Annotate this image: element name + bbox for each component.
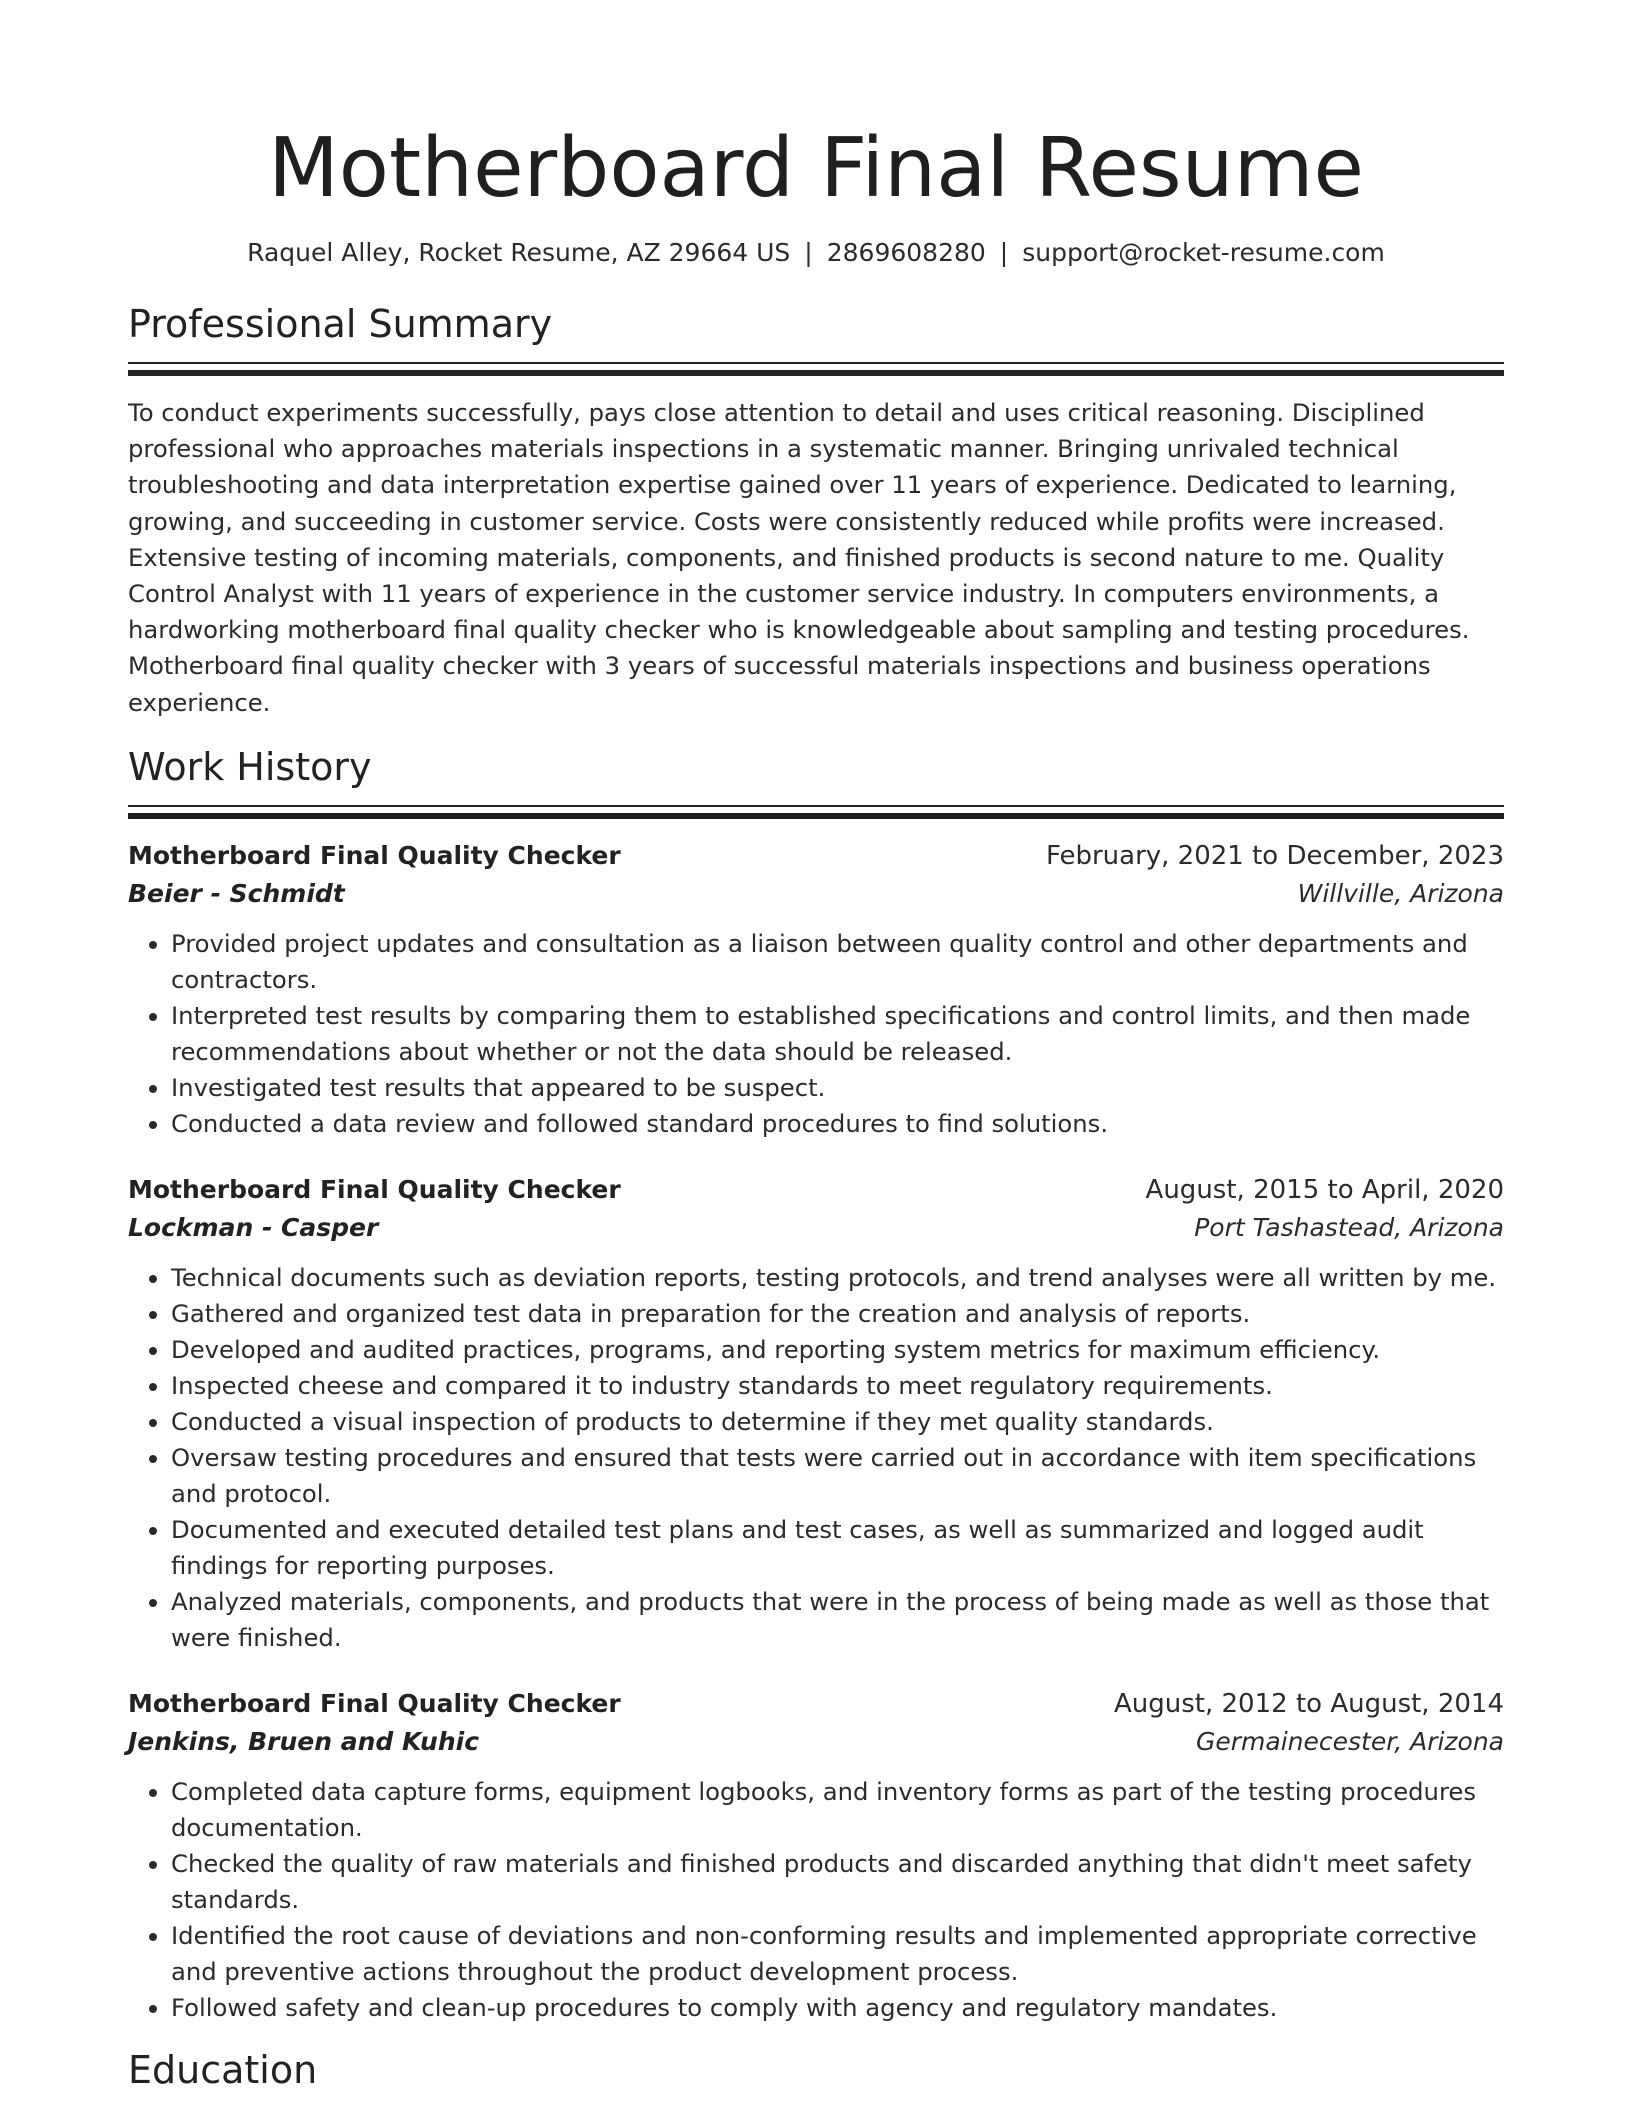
list-item: • Investigated test results that appeared to be suspect.	[171, 1070, 1504, 1106]
job-company: Beier - Schmidt	[128, 878, 345, 908]
list-item: • Checked the quality of raw materials and finished products and discarded anything that didn't meet safety standards.	[171, 1846, 1504, 1918]
list-item: • Completed data capture forms, equipment logbooks, and inventory forms as part of the testing procedures documentation.	[171, 1774, 1504, 1846]
job-location: Willville, Arizona	[1297, 878, 1504, 908]
job-dates: August, 2015 to April, 2020	[1145, 1174, 1504, 1205]
education-heading: Education	[128, 2047, 318, 2092]
list-item: • Identified the root cause of deviations and non-conforming results and implemented appropriate corrective and preventive actions throughout the product development process.	[171, 1918, 1504, 1990]
list-item: • Inspected cheese and compared it to industry standards to meet regulatory requirements.	[171, 1368, 1504, 1404]
list-item: • Provided project updates and consultation as a liaison between quality control and other departments and contractors.	[171, 926, 1504, 998]
job-duties-list	[128, 1774, 1504, 2026]
list-item: • Conducted a visual inspection of products to determine if they met quality standards.	[171, 1404, 1504, 1440]
job-company: Lockman - Casper	[128, 1212, 379, 1242]
list-item: • Conducted a data review and followed standard procedures to find solutions.	[171, 1106, 1504, 1142]
job-company-row	[128, 1722, 1504, 1762]
work-history-heading: Work History	[128, 744, 372, 789]
education-section	[128, 2046, 1504, 2094]
job-entry	[128, 1686, 1504, 2026]
job-header-row	[128, 1172, 1504, 1208]
list-item: • Technical documents such as deviation reports, testing protocols, and trend analyses were all written by me.	[171, 1260, 1504, 1296]
resume-page	[128, 0, 1504, 2094]
job-duties-list	[128, 926, 1504, 1142]
contact-separator: |	[804, 238, 813, 267]
job-header-row	[128, 1686, 1504, 1722]
job-title: Motherboard Final Quality Checker	[128, 840, 621, 870]
job-location: Germainecester, Arizona	[1196, 1726, 1504, 1756]
work-history-section	[128, 743, 1504, 2026]
contact-line	[128, 236, 1504, 270]
summary-text: To conduct experiments successfully, pays close attention to detail and uses critical reasoning. Disciplined professional who approaches materials inspections in a systematic manner. Bringing unrivaled technical troubleshooting and data interpretation expertise gained over 11 years of experience. Dedicated to learning, growing, and succeeding in customer service. Costs were consistently reduced while profits were increased. Extensive testing of incoming materials, components, and finished products is second nature to me. Quality Control Analyst with 11 years of experience in the customer service industry. In computers environments, a hardworking motherboard final quality checker who is knowledgeable about sampling and testing procedures. Motherboard final quality checker with 3 years of successful materials inspections and business operations experience.	[128, 398, 1470, 717]
job-dates: August, 2012 to August, 2014	[1114, 1688, 1504, 1719]
summary-section	[128, 300, 1504, 721]
job-dates: February, 2021 to December, 2023	[1045, 840, 1504, 871]
job-company-row	[128, 1208, 1504, 1248]
list-item: • Oversaw testing procedures and ensured that tests were carried out in accordance with item specifications and protocol.	[171, 1440, 1504, 1512]
section-divider	[128, 805, 1504, 819]
section-divider	[128, 362, 1504, 376]
summary-heading: Professional Summary	[128, 302, 553, 346]
job-title: Motherboard Final Quality Checker	[128, 1174, 621, 1204]
contact-address: Raquel Alley, Rocket Resume, AZ 29664 US	[247, 238, 791, 267]
list-item: • Documented and executed detailed test plans and test cases, as well as summarized and logged audit findings for reporting purposes.	[171, 1512, 1504, 1584]
list-item: • Gathered and organized test data in preparation for the creation and analysis of reports.	[171, 1296, 1504, 1332]
job-location: Port Tashastead, Arizona	[1194, 1212, 1504, 1242]
resume-title: Motherboard Final Resume	[268, 121, 1364, 216]
job-company: Jenkins, Bruen and Kuhic	[128, 1726, 480, 1756]
job-duties-list	[128, 1260, 1504, 1656]
job-entry	[128, 838, 1504, 1142]
job-list	[128, 838, 1504, 2026]
contact-phone: 2869608280	[826, 238, 986, 267]
job-company-row	[128, 874, 1504, 914]
list-item: • Interpreted test results by comparing them to established specifications and control limits, and then made recommendations about whether or not the data should be released.	[171, 998, 1504, 1070]
contact-separator: |	[999, 238, 1009, 267]
list-item: • Developed and audited practices, programs, and reporting system metrics for maximum efficiency.	[171, 1332, 1504, 1368]
job-header-row	[128, 838, 1504, 874]
list-item: • Analyzed materials, components, and products that were in the process of being made as well as those that were finished.	[171, 1584, 1504, 1656]
job-title: Motherboard Final Quality Checker	[128, 1688, 621, 1718]
job-entry	[128, 1172, 1504, 1656]
list-item: • Followed safety and clean-up procedures to comply with agency and regulatory mandates.	[171, 1990, 1504, 2026]
contact-email: support@rocket-resume.com	[1022, 238, 1385, 267]
